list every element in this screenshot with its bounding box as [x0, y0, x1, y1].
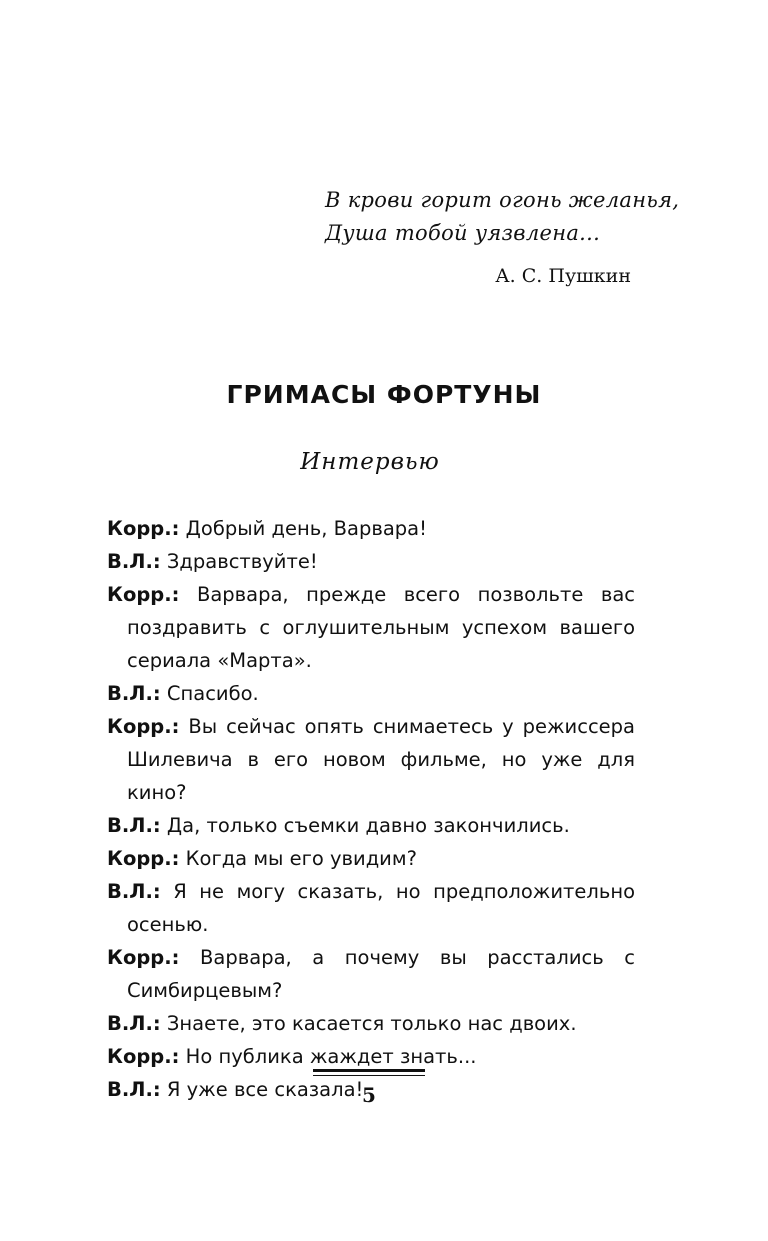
speaker-label: В.Л.: [107, 682, 161, 705]
dialogue-entry [107, 842, 635, 875]
speaker-label: В.Л.: [107, 550, 161, 573]
dialogue-text: Варвара, а почему вы расстались с Симбирцевым? [127, 946, 635, 1002]
epigraph-line-1: В крови горит огонь желанья, [325, 188, 680, 212]
epigraph-line-2: Душа тобой уязвлена... [325, 221, 601, 245]
footer-rule [313, 1069, 425, 1076]
chapter-subtitle: Интервью [300, 449, 440, 475]
dialogue-text: Добрый день, Варвара! [185, 517, 427, 540]
interview-dialogue [107, 512, 635, 1106]
dialogue-text: Когда мы его увидим? [185, 847, 417, 870]
speaker-label: В.Л.: [107, 1012, 161, 1035]
dialogue-text: Варвара, прежде всего позвольте вас поздравить с оглушительным успехом вашего сериала «Марта». [127, 583, 635, 672]
chapter-title: ГРИМАСЫ ФОРТУНЫ [226, 380, 542, 409]
speaker-label: Корр.: [107, 517, 180, 540]
dialogue-entry [107, 875, 635, 941]
epigraph [325, 184, 680, 250]
speaker-label: В.Л.: [107, 880, 161, 903]
dialogue-entry [107, 710, 635, 809]
dialogue-entry [107, 578, 635, 677]
speaker-label: Корр.: [107, 583, 180, 606]
dialogue-entry [107, 545, 635, 578]
dialogue-text: Я уже все сказала! [166, 1078, 364, 1101]
speaker-label: В.Л.: [107, 1078, 161, 1101]
dialogue-entry [107, 1007, 635, 1040]
dialogue-text: Знаете, это касается только нас двоих. [166, 1012, 577, 1035]
dialogue-entry [107, 677, 635, 710]
epigraph-author: А. С. Пушкин [495, 265, 631, 287]
speaker-label: Корр.: [107, 1045, 180, 1068]
speaker-label: Корр.: [107, 946, 180, 969]
dialogue-text: Но публика жаждет знать... [185, 1045, 477, 1068]
dialogue-text: Я не могу сказать, но предположительно осенью. [127, 880, 635, 936]
dialogue-text: Здравствуйте! [166, 550, 318, 573]
speaker-label: Корр.: [107, 847, 180, 870]
dialogue-text: Да, только съемки давно закончились. [166, 814, 570, 837]
dialogue-entry [107, 512, 635, 545]
dialogue-text: Вы сейчас опять снимаетесь у режиссера Шилевича в его новом фильме, но уже для кино? [127, 715, 635, 804]
speaker-label: В.Л.: [107, 814, 161, 837]
footer-rule-thin [313, 1075, 425, 1076]
speaker-label: Корр.: [107, 715, 180, 738]
dialogue-text: Спасибо. [166, 682, 259, 705]
dialogue-entry [107, 809, 635, 842]
footer-rule-thick [313, 1069, 425, 1072]
dialogue-entry [107, 941, 635, 1007]
page-number: 5 [362, 1083, 376, 1107]
